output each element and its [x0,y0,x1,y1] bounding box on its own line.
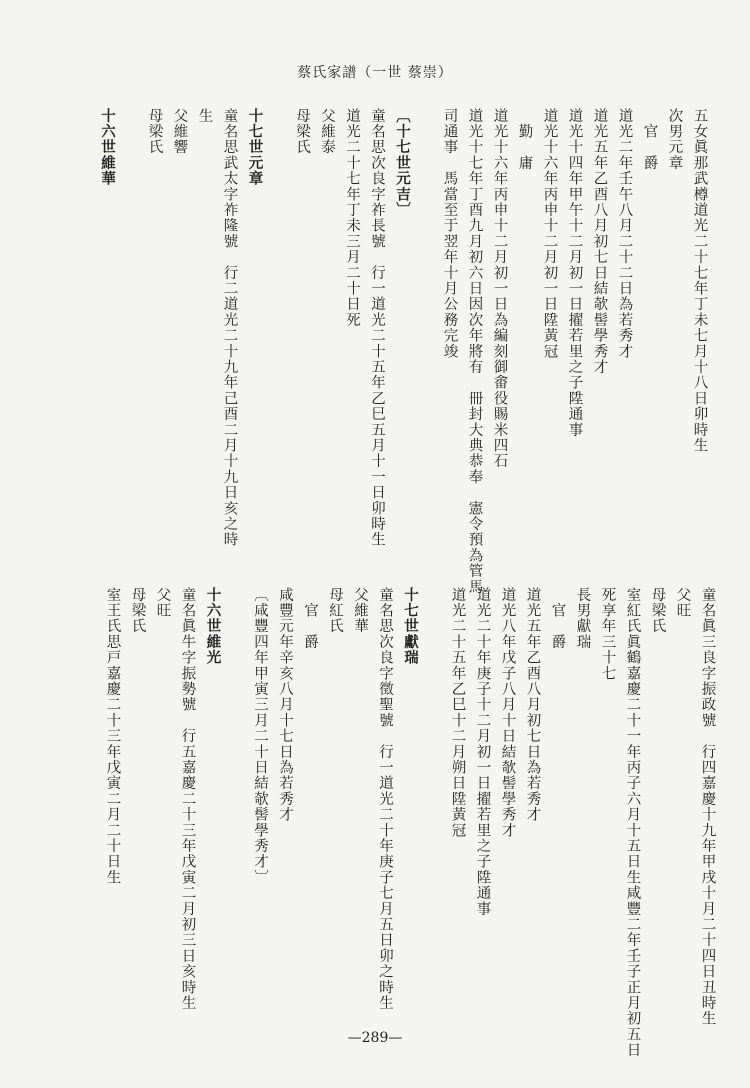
text-column: 母梁氏 [129,587,146,635]
text-column: 咸豐元年辛亥八月十七日為若秀才 [277,587,293,823]
text-column: 道光二十年庚子十二月初一日擢若里之子陞通事 [474,587,491,917]
text-column: 父維華 [352,587,368,635]
text-column: 父旺 [674,587,691,619]
text-column: 父維泰 [319,108,335,156]
text-column: 生 [196,108,213,124]
text-column: 道光五年乙酉八月初七日為若秀才 [524,587,541,823]
text-column: 官 爵 [302,587,318,650]
text-column: 童名思次良字徵聖號 行一道光二十年庚子七月五日卯之時生 [377,587,393,1011]
text-column: 十七世獻瑞 [402,587,419,666]
text-column: 童名思武太字祚隆號 行二道光二十九年己酉二月十九日亥之時 [221,108,238,548]
text-column: 死享年三十七 [599,587,616,682]
text-column: 母梁氏 [649,587,666,635]
text-column: 道光二十五年乙巳十二月朔日陞黃冠 [449,587,466,839]
text-column: 五女眞那武樽道光二十七年丁未七月十八日卯時生 [691,108,708,454]
text-column: 司通事 馬當至于翌年十月公務完竣 [441,108,458,360]
text-column: 室王氏思戸嘉慶二十三年戊寅二月二十日生 [104,587,121,886]
text-column: 勤 庸 [516,108,533,171]
text-column: 道光十七年丁酉九月初六日因次年將有 冊封大典恭奉 憲令預為管馬 [466,108,483,595]
text-column: 父維響 [171,108,188,156]
text-column: 童名眞三良字振政號 行四嘉慶十九年甲戌十月二十四日丑時生 [699,587,716,1027]
text-column: 十七世元章 [246,108,264,187]
text-column: 道光二年壬午八月二十二日為若秀才 [616,108,633,360]
text-column: 〔咸豐四年甲寅三月二十日結欹髻學秀才〕 [252,587,268,886]
text-column: 母梁氏 [294,108,310,156]
text-column: 父旺 [154,587,171,619]
text-column: 官 爵 [641,108,658,171]
text-column: 道光五年乙酉八月初七日結欹髻學秀才 [591,108,608,375]
text-column: 次男元章 [666,108,683,171]
text-column: 長男獻瑞 [574,587,591,650]
text-column: 十六世維華 [99,108,116,187]
page-title: 蔡氏家譜（一世 蔡崇） [297,65,453,81]
text-column: 十六世維光 [204,587,222,666]
text-column: 童名眞牛字振勢號 行五嘉慶二十三年戊寅二月初三日亥時生 [179,587,196,1011]
text-column: 室紅氏眞鶴嘉慶二十一年丙子六月十五日生咸豐二年壬子正月初五日 [624,587,641,1058]
text-column: 道光十六年丙申十二月初一日為編刻御畬役賜米四石 [491,108,508,470]
text-column: 官 爵 [549,587,566,650]
text-column: 母梁氏 [146,108,163,156]
text-column: 道光十四年甲午十二月初一日擢若里之子陞通事 [566,108,583,438]
text-column: 道光八年戊子八月十日結欹髻學秀才 [499,587,516,839]
text-column: 童名思次良字祚長號 行一道光二十五年乙巳五月十一日卯時生 [369,108,385,548]
text-column: 道光十六年丙申十二月初一日陞黃冠 [541,108,558,360]
text-column: 〔十七世元吉〕 [394,108,411,218]
text-column: 道光二十七年丁未三月二十日死 [344,108,360,328]
text-column: 母紅氏 [327,587,343,635]
page-number: —289— [347,1030,403,1046]
